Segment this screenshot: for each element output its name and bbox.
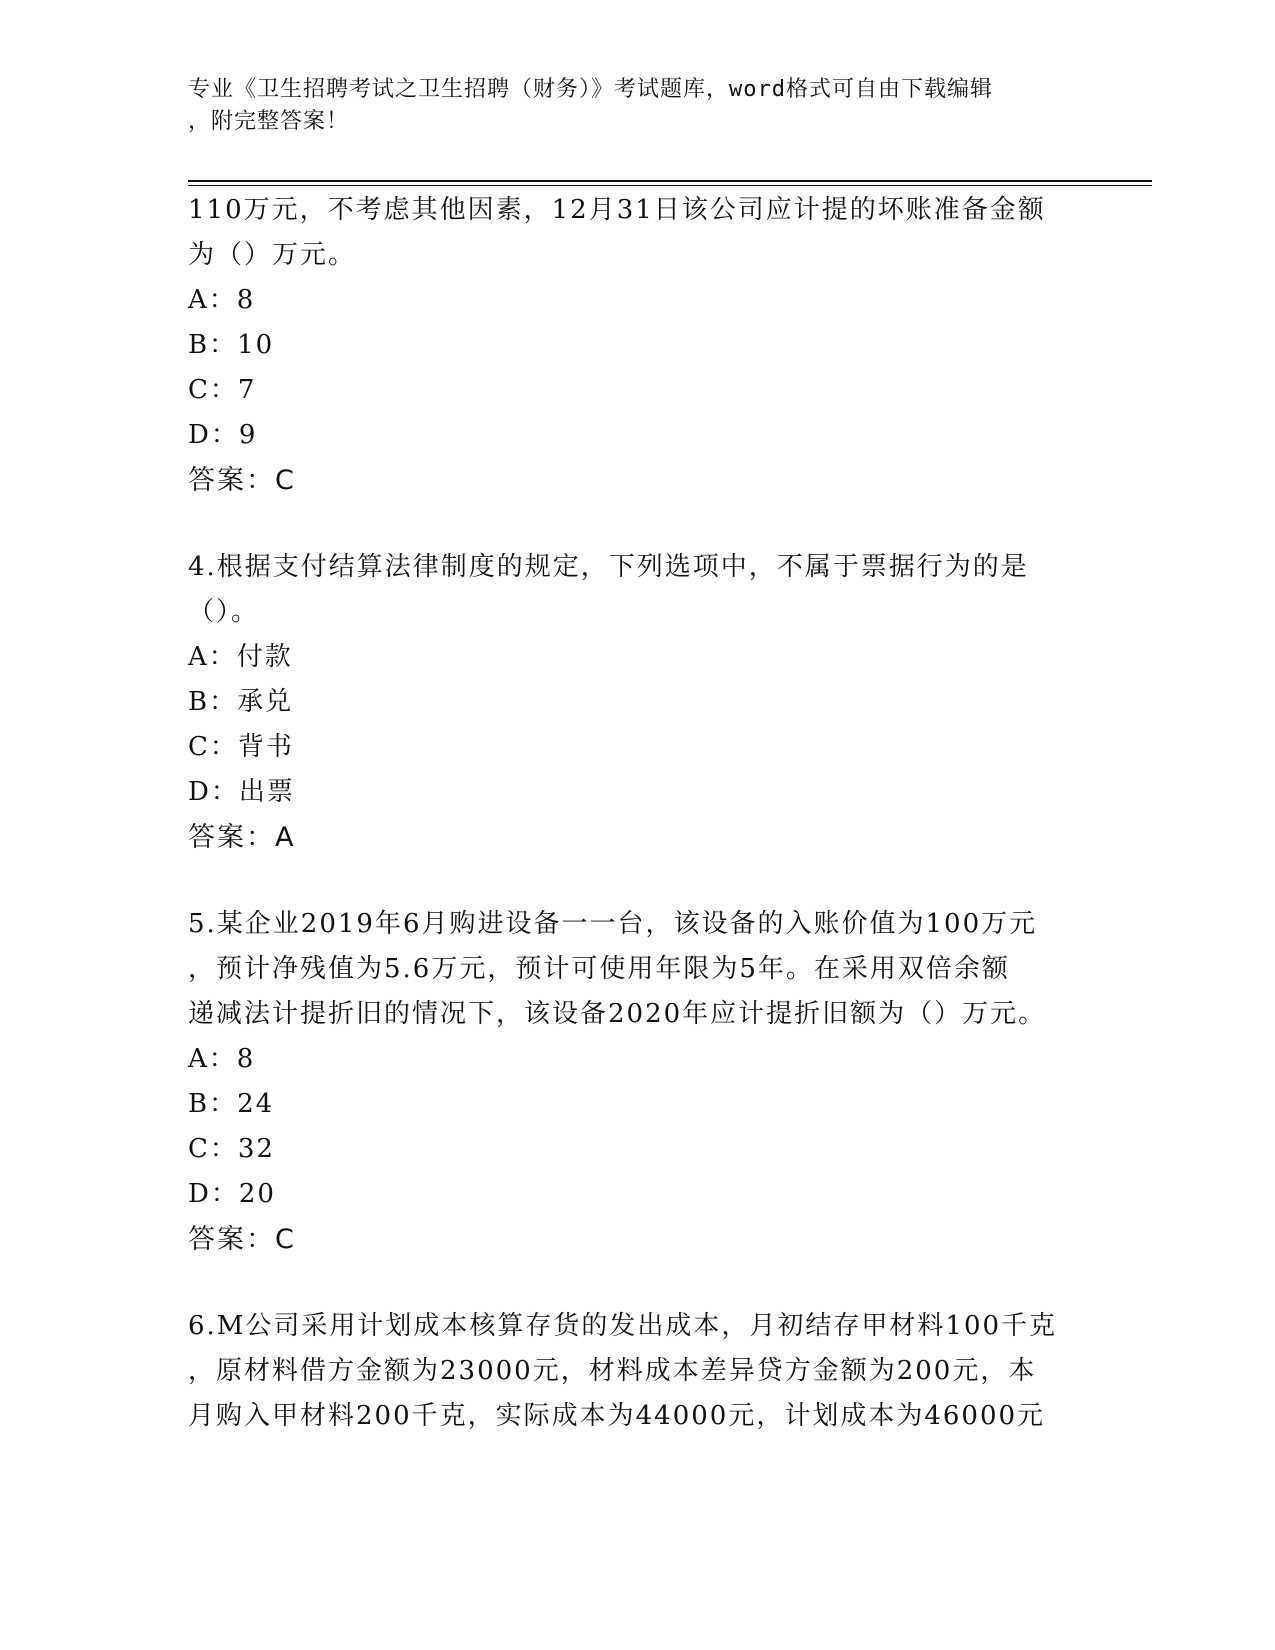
- question-4: [188, 545, 1152, 860]
- header-line-1: 专业《卫生招聘考试之卫生招聘（财务）》考试题库，word格式可自由下载编辑: [188, 77, 993, 102]
- question-text-line: 5.某企业2019年6月购进设备一一台，该设备的入账价值为100万元: [188, 909, 1038, 939]
- question-6: [188, 1304, 1152, 1439]
- header-line-2: ，附完整答案！: [188, 109, 350, 134]
- question-3: [188, 188, 1152, 503]
- option-d: D：20: [188, 1179, 276, 1209]
- question-5: [188, 902, 1152, 1262]
- header-divider-thin: [188, 185, 1152, 186]
- question-text-line: 4.根据支付结算法律制度的规定，下列选项中，不属于票据行为的是: [188, 552, 1029, 582]
- header-divider-thick: [188, 180, 1152, 182]
- question-text-line: 6.M公司采用计划成本核算存货的发出成本，月初结存甲材料100千克: [188, 1311, 1058, 1341]
- option-c: C：32: [188, 1134, 275, 1164]
- question-spacer: [188, 503, 1152, 545]
- answer-text: 答案：C: [188, 465, 296, 496]
- question-text-line: 递减法计提折旧的情况下，该设备2020年应计提折旧额为（）万元。: [188, 999, 1047, 1029]
- question-list: [188, 188, 1152, 1439]
- document-header: [188, 74, 1088, 138]
- question-text-line: ，预计净残值为5.6万元，预计可使用年限为5年。在采用双倍余额: [188, 954, 1010, 984]
- option-b: B：承兑: [188, 687, 294, 717]
- option-d: D：9: [188, 420, 258, 450]
- answer-text: 答案：A: [188, 822, 296, 853]
- option-d: D：出票: [188, 777, 295, 807]
- question-text-line: 为（）万元。: [188, 240, 357, 270]
- option-c: C：7: [188, 375, 257, 405]
- question-text-line: 月购入甲材料200千克，实际成本为44000元，计划成本为46000元: [188, 1401, 1046, 1431]
- option-c: C：背书: [188, 732, 294, 762]
- question-spacer: [188, 860, 1152, 902]
- option-a: A：8: [188, 285, 256, 315]
- option-a: A：付款: [188, 642, 293, 672]
- option-b: B：24: [188, 1089, 275, 1119]
- answer-text: 答案：C: [188, 1224, 296, 1255]
- option-a: A：8: [188, 1044, 256, 1074]
- option-b: B：10: [188, 330, 275, 360]
- question-spacer: [188, 1262, 1152, 1304]
- question-text-line: 110万元，不考虑其他因素，12月31日该公司应计提的坏账准备金额: [188, 195, 1046, 225]
- question-text-line: （）。: [188, 597, 260, 627]
- question-text-line: ，原材料借方金额为23000元，材料成本差异贷方金额为200元，本: [188, 1356, 1037, 1386]
